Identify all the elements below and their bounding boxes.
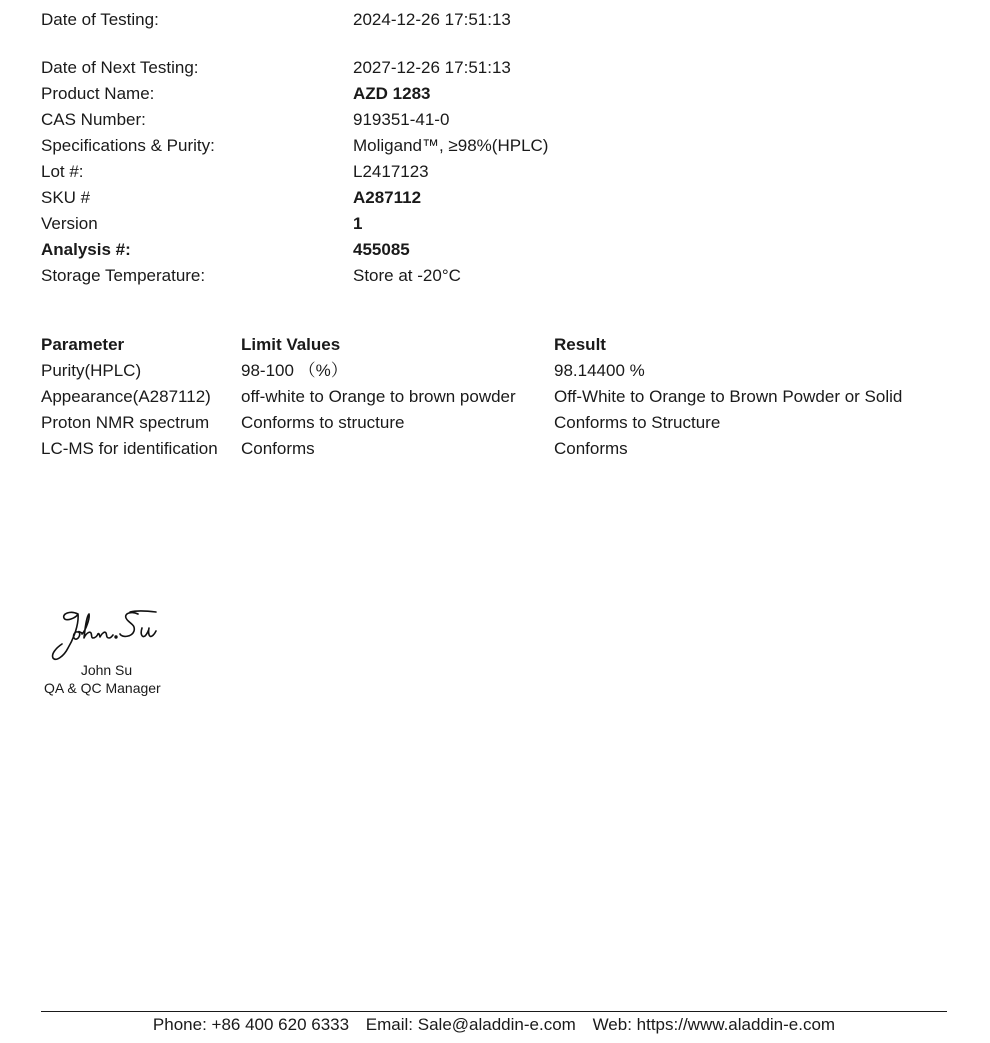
info-label: Specifications & Purity: xyxy=(41,136,215,155)
info-row-date-of-testing xyxy=(41,9,941,31)
info-row-product-name xyxy=(41,83,941,105)
info-value: Moligand™, ≥98%(HPLC) xyxy=(353,136,549,155)
table-cell-parameter: LC-MS for identification xyxy=(41,439,218,458)
table-cell-parameter: Appearance(A287112) xyxy=(41,387,211,406)
info-row-version xyxy=(41,213,941,235)
info-label: Date of Next Testing: xyxy=(41,58,199,77)
info-label: Product Name: xyxy=(41,84,155,103)
info-value: A287112 xyxy=(353,188,422,207)
footer-phone: Phone: +86 400 620 6333 xyxy=(152,1015,350,1034)
info-label: Analysis #: xyxy=(41,240,131,259)
info-label: Version xyxy=(41,214,98,233)
table-cell-result: Conforms to Structure xyxy=(554,413,721,432)
footer-web[interactable]: Web: https://www.aladdin-e.com xyxy=(592,1015,836,1034)
column-header-limit-values: Limit Values xyxy=(241,335,341,354)
info-label: Date of Testing: xyxy=(41,10,159,29)
table-row xyxy=(41,411,941,437)
info-value: AZD 1283 xyxy=(353,84,431,103)
table-header-row xyxy=(41,333,941,359)
table-cell-limit: Conforms to structure xyxy=(241,413,405,432)
results-table xyxy=(41,333,941,463)
footer-divider xyxy=(41,1011,947,1012)
handwritten-signature xyxy=(48,604,178,670)
footer-contact xyxy=(41,1014,947,1036)
info-value: 1 xyxy=(353,214,363,233)
table-cell-result: Off-White to Orange to Brown Powder or Solid xyxy=(554,387,903,406)
info-row-specifications xyxy=(41,135,941,157)
signatory-name: John Su xyxy=(80,662,133,678)
column-header-parameter: Parameter xyxy=(41,335,125,354)
table-cell-result: 98.14400 % xyxy=(554,361,645,380)
info-row-analysis xyxy=(41,239,941,261)
table-cell-parameter: Proton NMR spectrum xyxy=(41,413,210,432)
info-value: 455085 xyxy=(353,240,410,259)
table-cell-limit: 98-100 （%） xyxy=(241,361,348,380)
table-cell-parameter: Purity(HPLC) xyxy=(41,361,142,380)
info-row-cas-number xyxy=(41,109,941,131)
info-value: 919351-41-0 xyxy=(353,110,450,129)
table-cell-limit: Conforms xyxy=(241,439,315,458)
table-row xyxy=(41,385,941,411)
info-row-sku xyxy=(41,187,941,209)
info-value: 2024-12-26 17:51:13 xyxy=(353,10,511,29)
info-label: SKU # xyxy=(41,188,91,207)
signatory-title: QA & QC Manager xyxy=(44,680,161,696)
table-row xyxy=(41,359,941,385)
info-label: Storage Temperature: xyxy=(41,266,206,285)
footer-email[interactable]: Email: Sale@aladdin-e.com xyxy=(365,1015,576,1034)
info-row-date-of-next-testing xyxy=(41,57,941,79)
info-value: 2027-12-26 17:51:13 xyxy=(353,58,511,77)
table-cell-result: Conforms xyxy=(554,439,628,458)
table-cell-limit: off-white to Orange to brown powder xyxy=(241,387,516,406)
info-value: Store at -20°C xyxy=(353,266,461,285)
column-header-result: Result xyxy=(554,335,606,354)
info-row-storage-temperature xyxy=(41,265,941,287)
signature-block xyxy=(40,600,210,700)
info-value: L2417123 xyxy=(353,162,429,181)
info-row-lot xyxy=(41,161,941,183)
info-label: Lot #: xyxy=(41,162,84,181)
table-row xyxy=(41,437,941,463)
info-label: CAS Number: xyxy=(41,110,146,129)
